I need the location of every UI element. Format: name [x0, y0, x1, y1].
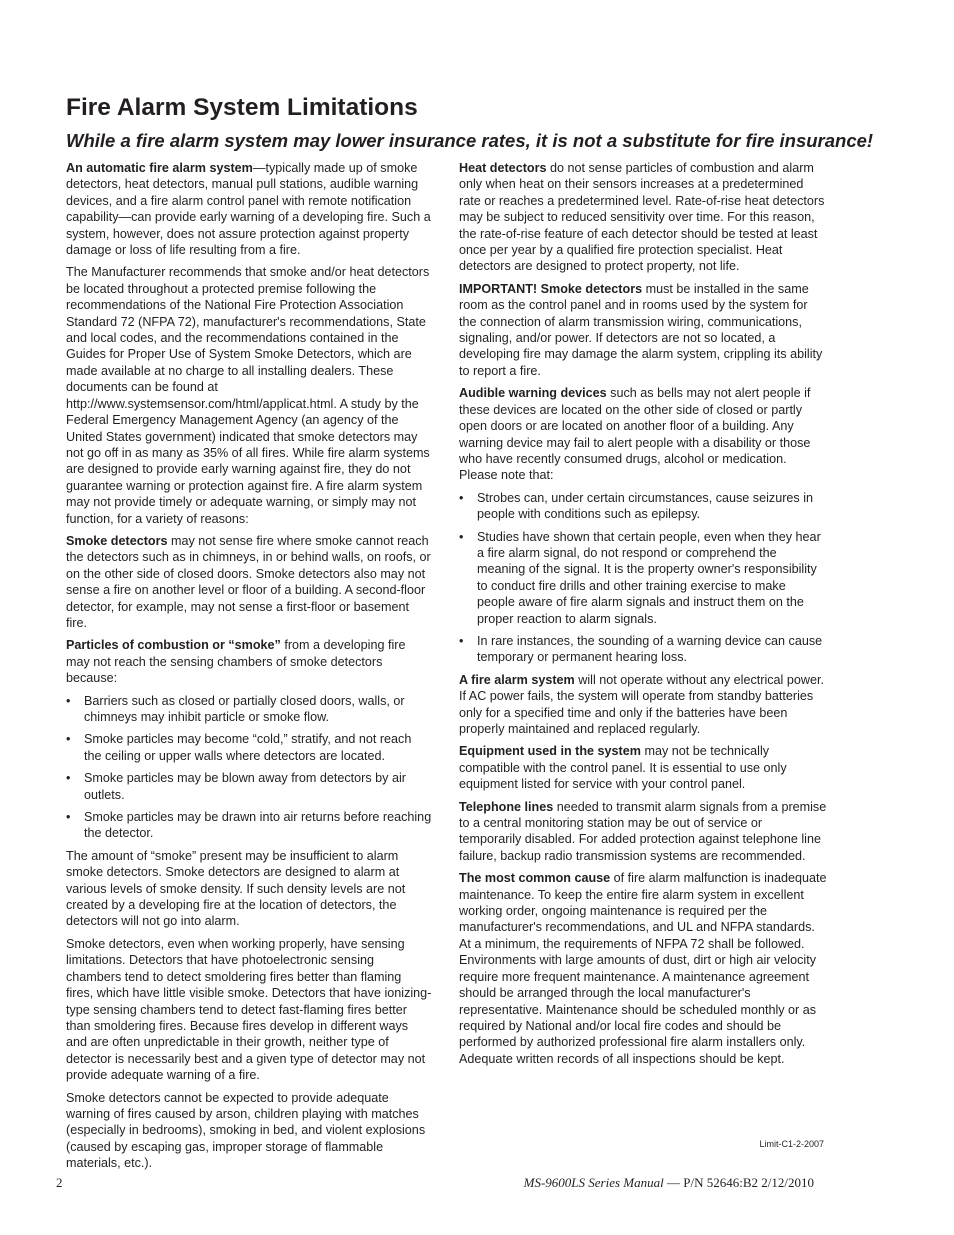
- paragraph-text: from a developing fire may not reach the sensing chambers of smoke detectors because:: [66, 638, 406, 686]
- paragraph-text: will not operate without any electrical power. If AC power fails, the system will operate from standby batteries only for a specified time and only if the batteries have been properly maintained and replaced regularly.: [459, 672, 824, 736]
- paragraph: Smoke detectors cannot be expected to provide adequate warning of fires caused by arson, children playing with matches (especially in bedrooms), smoking in bed, and violent explosions (caused by escaping gas, improper storage of flammable materials, etc.).: [66, 1090, 426, 1171]
- page-title: Fire Alarm System Limitations: [66, 94, 418, 121]
- page-number: 2: [56, 1175, 63, 1190]
- lead-term: Heat detectors: [459, 161, 547, 175]
- left-column: [66, 160, 432, 1178]
- list-item: • Studies have shown that certain people, even when they hear a fire alarm signal, do not respond or comprehend the meaning of the signal. It is the property owner's responsibility to conduct fire drills and other training exercise to make people aware of fire alarm signals and instruct them on the proper reaction to alarm signals.: [459, 529, 827, 627]
- paragraph: [459, 281, 827, 379]
- paragraph: [459, 743, 827, 792]
- list-item: • Smoke particles may be blown away from detectors by air outlets.: [66, 770, 432, 803]
- lead-term: Equipment used in the system: [459, 744, 641, 759]
- right-column: [459, 160, 827, 1073]
- paragraph: The amount of “smoke” present may be insufficient to alarm smoke detectors. Smoke detectors are designed to alarm at various levels of smoke density. If such density levels are not created by a developing fire at the location of detectors, the detectors will not go into alarm.: [66, 848, 406, 929]
- list-item: • Barriers such as closed or partially closed doors, walls, or chimneys may inhibit particle or smoke flow.: [66, 693, 432, 726]
- lead-term: Audible warning devices: [459, 386, 607, 401]
- paragraph: [459, 385, 827, 483]
- paragraph: [459, 870, 827, 1067]
- manual-title: MS-9600LS Series Manual: [523, 1175, 664, 1190]
- paragraph: [66, 533, 432, 631]
- lead-term: Particles of combustion or “smoke”: [66, 638, 281, 653]
- lead-term: The most common cause: [459, 871, 611, 886]
- bullet-list: [66, 693, 432, 842]
- paragraph-text: may not be technically compatible with the control panel. It is essential to use only equipment listed for service with your control panel.: [459, 744, 787, 792]
- document-code: Limit-C1-2-2007: [759, 1139, 824, 1149]
- paragraph-text: —typically made up of smoke detectors, heat detectors, manual pull stations, audible warning devices, and a fire alarm control panel with remote notification capability—can provide early warning of a developing fire. Such a system, however, does not assure protection against property damage or loss of life resulting from a fire.: [66, 161, 431, 258]
- lead-term: Telephone lines: [459, 799, 554, 814]
- paragraph: [459, 672, 827, 738]
- paragraph: [459, 799, 827, 865]
- paragraph-text: must be installed in the same room as the control panel and in rooms used by the system for the connection of alarm transmission wiring, communications, signaling, and/or power. If detectors are not so located, a developing fire may damage the alarm system, crippling its ability to report a fire.: [459, 281, 823, 378]
- paragraph-text: of fire alarm malfunction is inadequate maintenance. To keep the entire fire alarm system in excellent working order, ongoing maintenance is required per the manufacturer's recommendations, and UL and NFPA standards. At a minimum, the requirements of NFPA 72 shall be followed. Environments with large amounts of dust, dirt or high air velocity require more frequent maintenance. A maintenance agreement should be arranged through the local manufacturer's representative. Maintenance should be scheduled monthly or as required by National and/or local fire codes and should be performed by authorized professional fire alarm installers only. Adequate written records of all inspections should be kept.: [459, 871, 827, 1066]
- paragraph: The Manufacturer recommends that smoke and/or heat detectors be located throughout a protected premise following the recommendations of the National Fire Protection Association Standard 72 (NFPA 72), manufacturer's recommendations, State and local codes, and the recommendations contained in the Guides for Proper Use of System Smoke Detectors, which are made available at no charge to all installing dealers. These documents can be found at http://www.systemsensor.com/html/applicat.html. A study by the Federal Emergency Management Agency (an agency of the United States government) indicated that smoke detectors may not go off in as many as 35% of all fires. While fire alarm systems are designed to provide early warning against fire, they do not guarantee warning or protection against fire. A fire alarm system may not provide timely or adequate warning, or simply may not function, for a variety of reasons:: [66, 265, 430, 526]
- lead-term: An automatic fire alarm system: [66, 161, 253, 175]
- paragraph: Smoke detectors, even when working properly, have sensing limitations. Detectors that have photoelectronic sensing chambers tend to detect smoldering fires better than flaming fires, which have little visible smoke. Detectors that have ionizing-type sensing chambers tend to detect fast-flaming fires better than smoldering fires. Because fires develop in different ways and are often unpredictable in their growth, neither type of detector is necessarily best and a given type of detector may not provide adequate warning of a fire.: [66, 936, 432, 1083]
- list-item: • In rare instances, the sounding of a warning device can cause temporary or permanent hearing loss.: [459, 633, 827, 666]
- bullet-list: [459, 490, 827, 666]
- paragraph: [459, 160, 827, 275]
- paragraph-text: do not sense particles of combustion and alarm only when heat on their sensors increases at a predetermined rate or reaches a predetermined level. Rate-of-rise heat detectors may be subject to reduced sensitivity over time. For this reason, the rate-of-rise feature of each detector should be tested at least once per year by a qualified fire protection specialist. Heat detectors are designed to protect property, not life.: [459, 161, 825, 274]
- footer-manual-info: [524, 1174, 814, 1192]
- list-item: • Smoke particles may become “cold,” stratify, and not reach the ceiling or upper walls where detectors are located.: [66, 731, 432, 764]
- page-subtitle: While a fire alarm system may lower insurance rates, it is not a substitute for fire insurance!: [66, 130, 874, 151]
- paragraph-text: needed to transmit alarm signals from a premise to a central monitoring station may be out of service or temporarily disabled. For added protection against telephone line failure, backup radio transmission systems are recommended.: [459, 799, 827, 863]
- paragraph-text: may not sense fire where smoke cannot reach the detectors such as in chimneys, in or behind walls, on roofs, or on the other side of closed doors. Smoke detectors also may not sense a fire on another level or floor of a building. A second-floor detector, for example, may not sense a first-floor or basement fire.: [66, 533, 431, 630]
- part-number: — P/N 52646:B2 2/12/2010: [663, 1175, 814, 1190]
- list-item: • Strobes can, under certain circumstances, cause seizures in people with conditions such as epilepsy.: [459, 490, 827, 523]
- paragraph: [66, 637, 432, 686]
- lead-term: A fire alarm system: [459, 672, 575, 687]
- paragraph: [66, 160, 432, 258]
- paragraph-text: such as bells may not alert people if these devices are located on the other side of closed or partly open doors or are located on another floor of a building. Any warning device may fail to alert people with a disability or those who have recently consumed drugs, alcohol or medication. Please note that:: [459, 386, 811, 483]
- lead-term: IMPORTANT! Smoke detectors: [459, 281, 643, 296]
- list-item: • Smoke particles may be drawn into air returns before reaching the detector.: [66, 809, 432, 842]
- lead-term: Smoke detectors: [66, 533, 168, 548]
